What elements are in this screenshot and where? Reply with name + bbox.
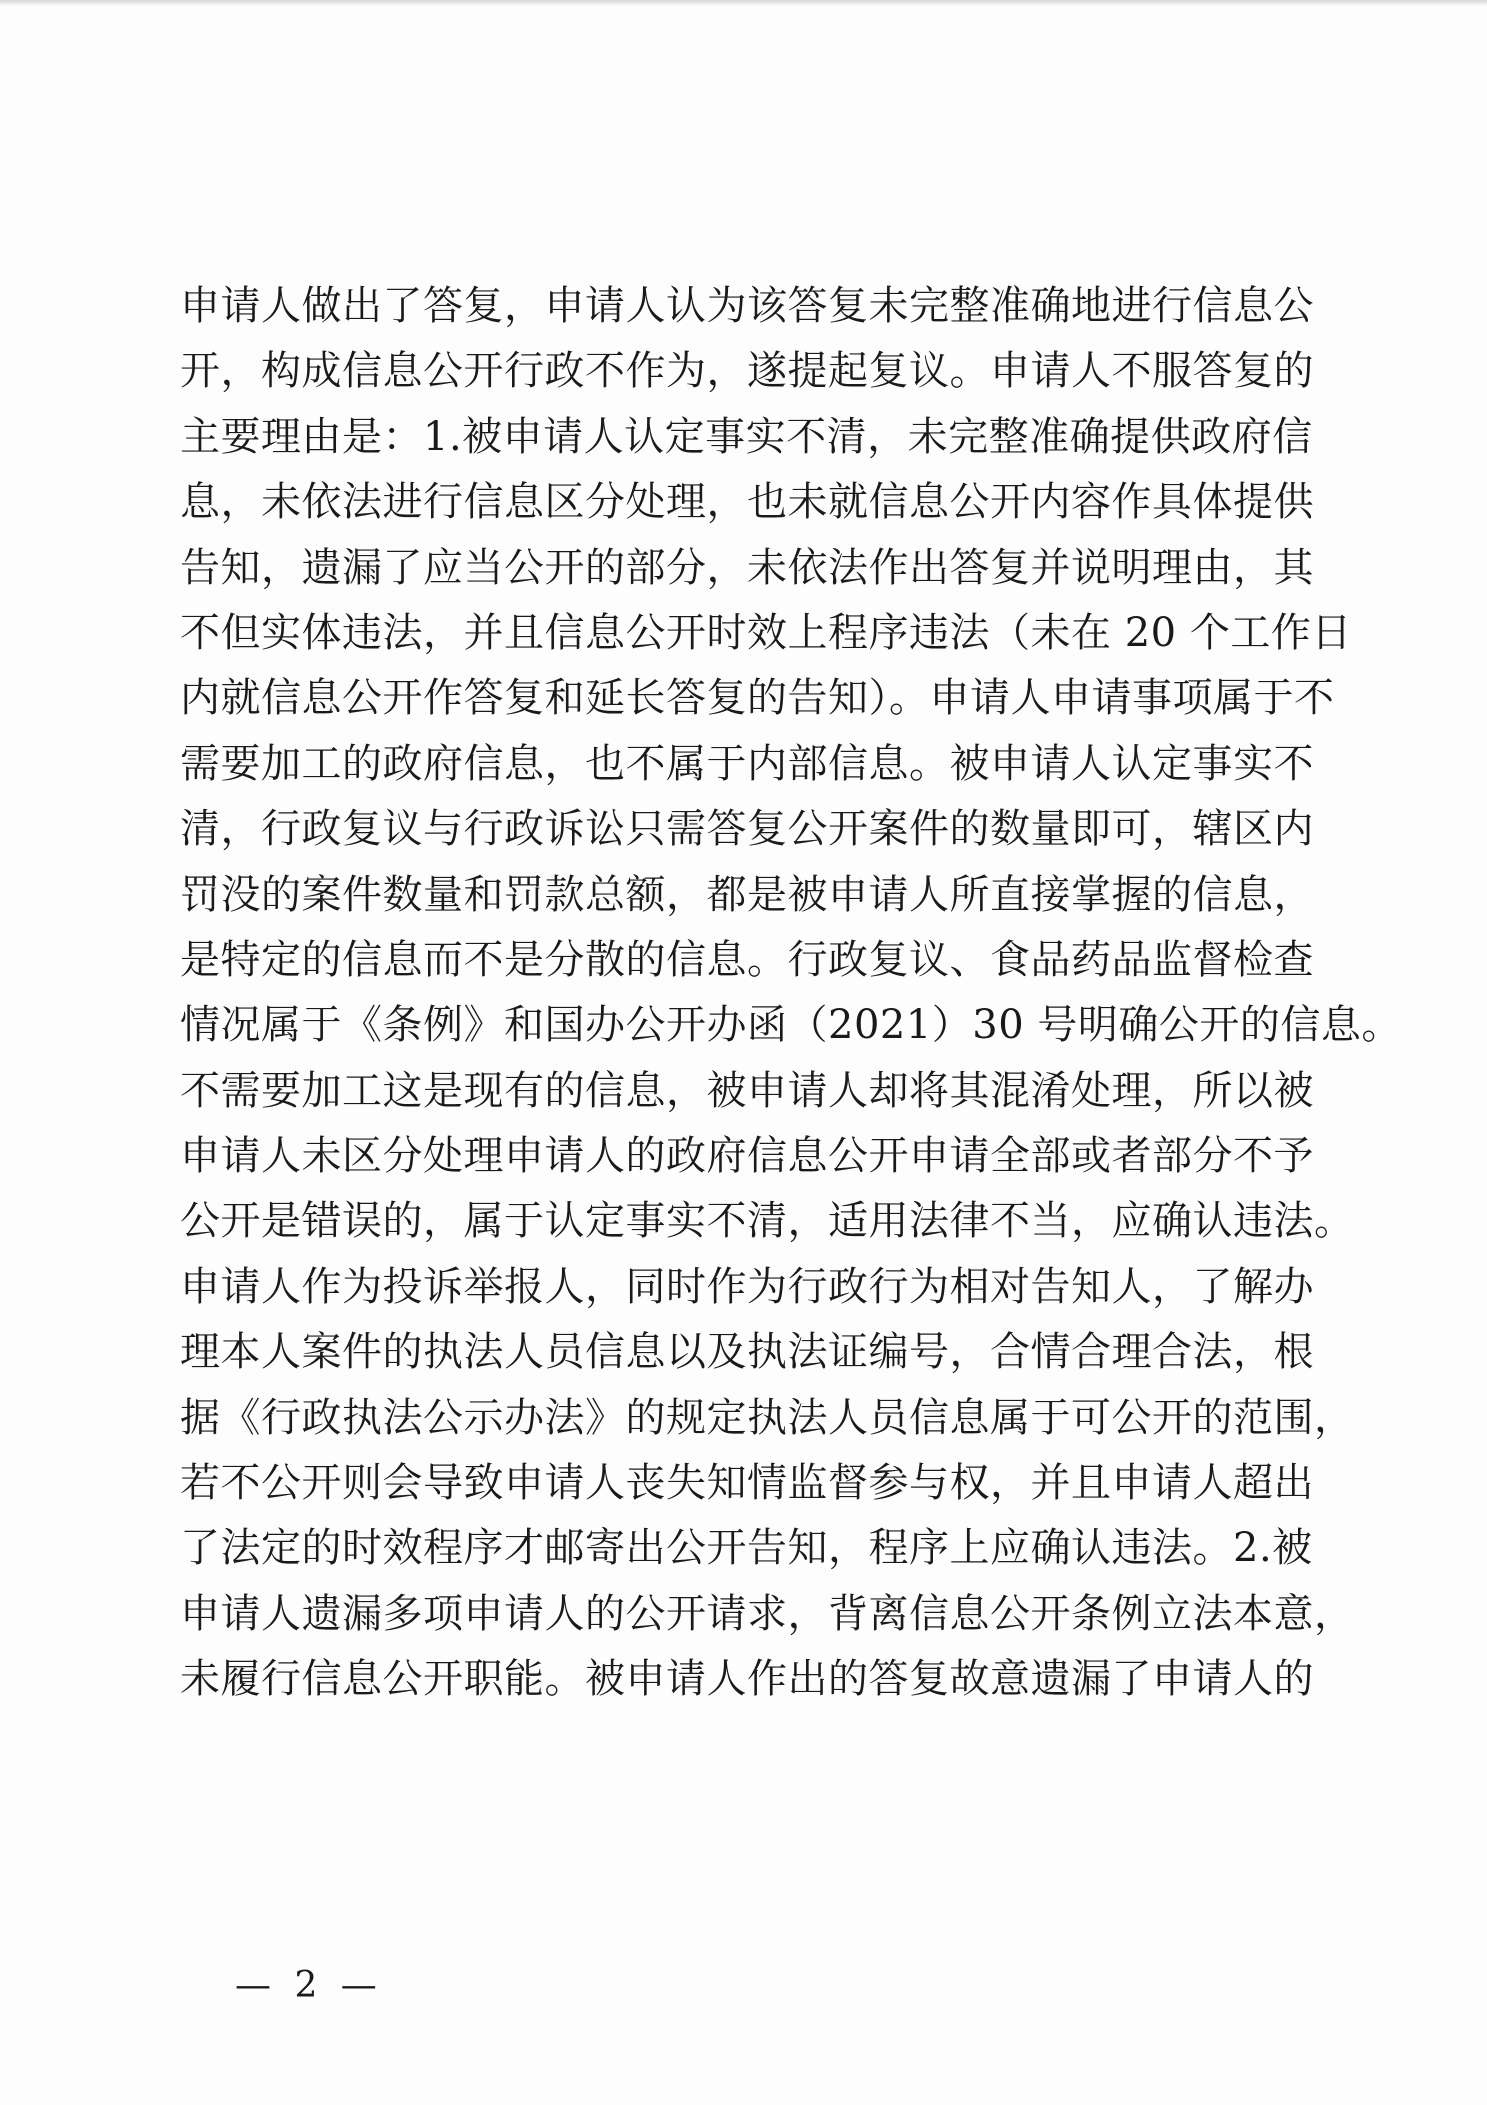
body-text <box>180 274 1402 1713</box>
page-number: — 2 — <box>235 1965 383 2006</box>
text-line: 未履行信息公开职能。被申请人作出的答复故意遗漏了申请人的 <box>180 1656 1314 1703</box>
text-line: 了法定的时效程序才邮寄出公开告知，程序上应确认违法。2.被 <box>180 1525 1313 1572</box>
text-line: 申请人作为投诉举报人，同时作为行政行为相对告知人，了解办 <box>180 1263 1314 1310</box>
text-line: 内就信息公开作答复和延长答复的告知）。申请人申请事项属于不 <box>180 675 1335 722</box>
text-line: 息，未依法进行信息区分处理，也未就信息公开内容作具体提供 <box>180 479 1314 526</box>
text-line: 情况属于《条例》和国办公开办函（2021）30 号明确公开的信息。 <box>180 1002 1402 1049</box>
text-line: 清，行政复议与行政诉讼只需答复公开案件的数量即可，辖区内 <box>180 806 1314 853</box>
text-line: 据《行政执法公示办法》的规定执法人员信息属于可公开的范围， <box>180 1394 1355 1441</box>
text-line: 理本人案件的执法人员信息以及执法证编号，合情合理合法，根 <box>180 1329 1314 1376</box>
text-line: 罚没的案件数量和罚款总额，都是被申请人所直接掌握的信息， <box>180 871 1314 918</box>
text-line: 申请人未区分处理申请人的政府信息公开申请全部或者部分不予 <box>180 1133 1314 1180</box>
text-line: 是特定的信息而不是分散的信息。行政复议、食品药品监督检查 <box>180 936 1314 983</box>
text-line: 主要理由是：1.被申请人认定事实不清，未完整准确提供政府信 <box>180 413 1313 460</box>
text-line: 需要加工的政府信息，也不属于内部信息。被申请人认定事实不 <box>180 740 1314 787</box>
text-line: 申请人做出了答复，申请人认为该答复未完整准确地进行信息公 <box>180 283 1314 329</box>
text-line: 告知，遗漏了应当公开的部分，未依法作出答复并说明理由，其 <box>180 544 1314 591</box>
text-line: 公开是错误的，属于认定事实不清，适用法律不当，应确认违法。 <box>180 1198 1355 1245</box>
text-line: 申请人遗漏多项申请人的公开请求，背离信息公开条例立法本意， <box>180 1590 1355 1637</box>
text-line: 若不公开则会导致申请人丧失知情监督参与权，并且申请人超出 <box>180 1460 1314 1507</box>
scan-top-edge <box>0 0 1487 6</box>
text-line: 不但实体违法，并且信息公开时效上程序违法（未在 20 个工作日 <box>180 609 1352 656</box>
text-line: 不需要加工这是现有的信息，被申请人却将其混淆处理，所以被 <box>180 1067 1314 1114</box>
text-line: 开，构成信息公开行政不作为，遂提起复议。申请人不服答复的 <box>180 348 1314 395</box>
